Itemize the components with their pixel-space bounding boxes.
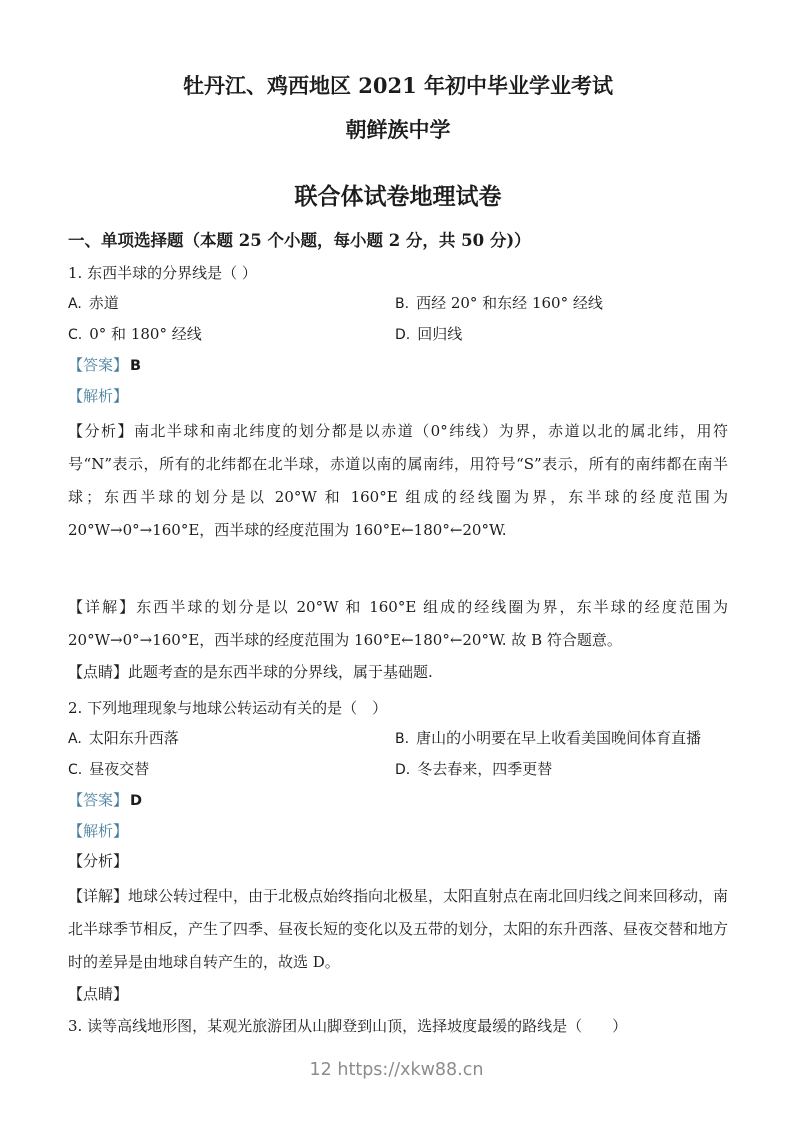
question-1-options <box>68 288 728 350</box>
option-b <box>395 723 728 754</box>
question-3 <box>68 1011 728 1041</box>
jiexi-line <box>68 816 728 846</box>
jiexi-line <box>68 381 728 411</box>
option-text: 冬去春来，四季更替 <box>417 760 553 778</box>
fenxi-line: 【分析】 <box>68 852 129 870</box>
paper-subtitle: 联合体试卷地理试卷 <box>294 183 502 210</box>
question-1 <box>68 258 728 687</box>
option-text: 西经 20° 和东经 160° 经线 <box>416 294 603 312</box>
dianjing-line: 【点睛】此题考查的是东西半球的分界线，属于基础题. <box>68 663 433 681</box>
page-footer: 12 https://xkw88.cn <box>309 1060 484 1080</box>
option-text: 太阳东升西落 <box>88 729 179 747</box>
exam-title-line1: 牡丹江、鸡西地区 2021 年初中毕业学业考试 <box>182 73 614 98</box>
xiangjie-paragraph: 【详解】地球公转过程中，由于北极点始终指向北极星，太阳直射点在南北回归线之间来回移动，南北半球季节相反，产生了四季、昼夜长短的变化以及五带的划分，太阳的东升西落、昼夜交替和地方时的差异是由地球自转产生的，故选 D。 <box>68 887 729 971</box>
answer-line <box>68 350 728 381</box>
exam-title-line2: 朝鲜族中学 <box>345 117 451 142</box>
option-c <box>68 754 395 785</box>
answer-value: B <box>130 358 142 374</box>
option-c <box>68 319 395 350</box>
option-label: A. <box>68 296 82 312</box>
question-1-stem: 1. 东西半球的分界线是（ ） <box>68 264 257 282</box>
section-heading: 一、单项选择题（本题 25 个小题，每小题 2 分，共 50 分)） <box>68 231 531 250</box>
answer-value: D <box>130 793 143 809</box>
option-d <box>395 754 728 785</box>
option-label: B. <box>395 731 410 747</box>
question-2-stem: 2. 下列地理现象与地球公转运动有关的是（ ） <box>68 699 388 717</box>
jiexi-label: 【解析】 <box>68 387 129 405</box>
option-d <box>395 319 728 350</box>
xiangjie-paragraph: 【详解】东西半球的划分是以 20°W 和 160°E 组成的经线圈为界，东半球的经度范围为 20°W→0°→160°E，西半球的经度范围为 160°E←180°←20°W. 故 B 符合题意。 <box>68 598 728 649</box>
option-label: D. <box>395 327 411 343</box>
option-a <box>68 288 395 319</box>
jiexi-label: 【解析】 <box>68 822 129 840</box>
option-label: C. <box>68 762 83 778</box>
answer-label: 【答案】 <box>68 356 129 374</box>
option-text: 唐山的小明要在早上收看美国晚间体育直播 <box>416 729 702 747</box>
question-2-options <box>68 723 728 785</box>
answer-line <box>68 785 728 816</box>
option-text: 赤道 <box>88 294 119 312</box>
option-label: B. <box>395 296 410 312</box>
option-label: A. <box>68 731 82 747</box>
fenxi-paragraph: 【分析】南北半球和南北纬度的划分都是以赤道（0°纬线）为界，赤道以北的属北纬，用符号“N”表示，所有的北纬都在北半球，赤道以南的属南纬，用符号“S”表示，所有的南纬都在南半球；东西半球的划分是以 20°W 和 160°E 组成的经线圈为界，东半球的经度范围为 20°W→0°→160°E，西半球的经度范围为 160°E←180°←20°W. <box>68 422 728 539</box>
option-b <box>395 288 728 319</box>
option-label: D. <box>395 762 411 778</box>
option-text: 0° 和 180° 经线 <box>89 325 202 343</box>
question-3-stem: 3. 读等高线地形图，某观光旅游团从山脚登到山顶，选择坡度最缓的路线是（ ） <box>68 1017 628 1035</box>
option-label: C. <box>68 327 83 343</box>
option-text: 回归线 <box>417 325 463 343</box>
dianjing-line: 【点睛】 <box>68 985 129 1003</box>
answer-label: 【答案】 <box>68 791 129 809</box>
option-text: 昼夜交替 <box>89 760 150 778</box>
option-a <box>68 723 395 754</box>
question-2 <box>68 693 728 1009</box>
